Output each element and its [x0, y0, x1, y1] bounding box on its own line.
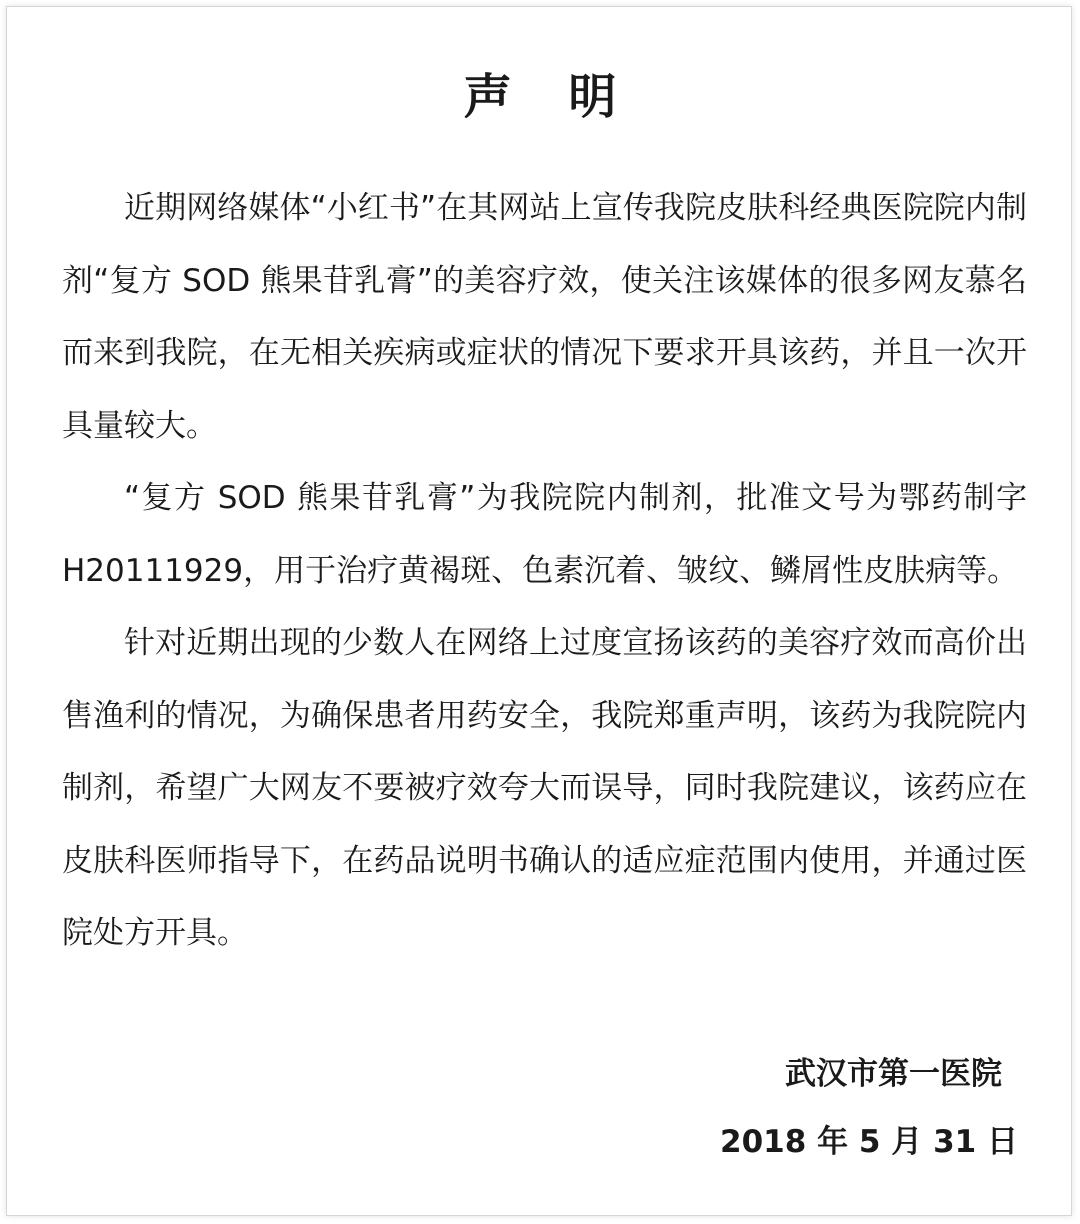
document-title: 声 明: [463, 69, 637, 125]
signature-organization: 武汉市第一医院: [785, 1056, 1002, 1092]
paragraph-2: “复方 SOD 熊果苷乳膏”为我院院内制剂，批准文号为鄂药制字 H20111929，用于治疗黄褐斑、色素沉着、皱纹、鳞屑性皮肤病等。: [62, 480, 1027, 589]
signature-date: 2018 年 5 月 31 日: [720, 1124, 1018, 1160]
paragraph-3: 针对近期出现的少数人在网络上过度宣扬该药的美容疗效而高价出售渔利的情况，为确保患者用药安全，我院郑重声明，该药为我院院内制剂，希望广大网友不要被疗效夸大而误导，同时我院建议，该药应在皮肤科医师指导下，在药品说明书确认的适应症范围内使用，并通过医院处方开具。: [62, 625, 1027, 951]
document-body: [62, 172, 1027, 970]
signature-block: [720, 1040, 1018, 1176]
paragraph-1: 近期网络媒体“小红书”在其网站上宣传我院皮肤科经典医院院内制剂“复方 SOD 熊果苷乳膏”的美容疗效，使关注该媒体的很多网友慕名而来到我院，在无相关疾病或症状的情况下要求开具该药，并且一次开具量较大。: [62, 190, 1027, 444]
